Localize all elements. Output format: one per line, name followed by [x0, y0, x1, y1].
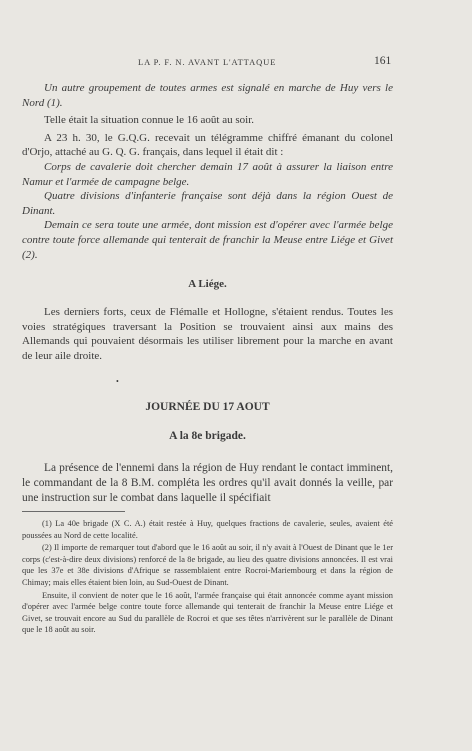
running-title: LA P. F. N. AVANT L'ATTAQUE [138, 57, 277, 67]
footnotes-block [22, 518, 393, 637]
paragraph-presence: La présence de l'ennemi dans la région de Huy rendant le contact imminent, le commandant de la 8 B.M. compléta les ordres qu'il avait donnés la veille, par une instruction sur le combat dans laquelle il spécifiait [22, 462, 393, 504]
page-number: 161 [374, 55, 392, 67]
quote-armee: Demain ce sera toute une armée, dont mission est d'opérer avec l'armée belge contre toute force allemande qui tenterait de franchir la Meuse entre Liége et Givet (2). [22, 219, 393, 261]
paragraph-forts: Les derniers forts, ceux de Flémalle et Hollogne, s'étaient rendus. Toutes les voies stratégiques traversant la Position se trouvaient ainsi aux mains des Allemands qui pouvaient désormais les utiliser librement pour la marche en avant de leur aile droite. [22, 306, 393, 362]
subheading-brigade: A la 8e brigade. [169, 430, 246, 442]
paragraph-situation: Telle était la situation connue le 16 août au soir. [44, 114, 255, 127]
paragraph-telegramme: A 23 h. 30, le G.Q.G. recevait un télégramme chiffré émanant du colonel d'Orjo, attaché au G. Q. G. français, dans lequel il était dit : [22, 131, 393, 159]
quote-infanterie: Quatre divisions d'infanterie française sont déjà dans la région Ouest de Dinant. [22, 190, 393, 217]
day-text-block [22, 461, 393, 505]
top-text-block [22, 81, 393, 262]
section-heading-day: JOURNÉE DU 17 AOUT [145, 401, 270, 413]
section-heading-liege: A Liége. [188, 278, 227, 290]
paragraph-groupement: Un autre groupement de toutes armes est signalé en marche de Huy vers le Nord (1). [22, 82, 393, 109]
footnote-2: (2) Il importe de remarquer tout d'abord que le 16 août au soir, il n'y avait à l'Ouest de Dinant que le 1er corps (c'est-à-dire deux divisions) renforcé de la 8e brigade, au lieu des quatre divisions annoncées. Il est vrai que les 37e et 38e divisions d'Afrique se rassemblaient entre Rocroi-Mariembourg et dans la région de Chimay; mais elles étaient bien loin, au Sud-Ouest de Dinant. [22, 543, 393, 587]
quote-cavalerie: Corps de cavalerie doit chercher demain 17 août à assurer la liaison entre Namur et l'armée de campagne belge. [22, 160, 393, 188]
separator-mark: • [116, 377, 119, 386]
footnote-1: (1) La 40e brigade (X C. A.) était restée à Huy, quelques fractions de cavalerie, seules, avaient été poussées au Nord de cette localité. [22, 519, 393, 540]
footnote-2-continued: Ensuite, il convient de noter que le 16 août, l'armée française qui était annoncée comme ayant mission d'opérer avec l'armée belge contre toute force allemande qui tenterait de franchir la Meuse entre Liége et Givet, se trouvait encore au Sud du parallèle de Rocroi et que ses têtes n'arrivèrent sur le parallèle de Dinant que le 18 août au soir. [22, 590, 393, 635]
liege-text-block [22, 305, 393, 363]
footnote-rule [22, 511, 125, 512]
